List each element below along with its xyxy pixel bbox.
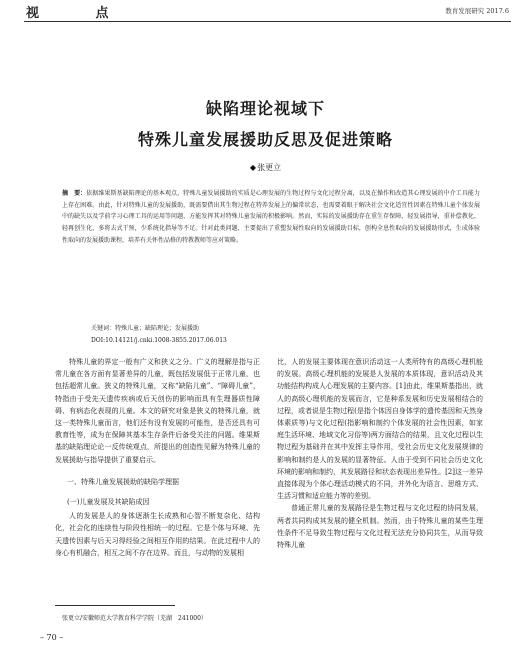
body-paragraph: 普通正常儿童的发展路径是生物过程与文化过程的协同发展，两者共同构成其发展的健全机制。然而，由于特殊儿童的某些生理性条件不足导致生物过程与文化过程无法充分协同共生，从而导致特殊儿童 (277, 504, 483, 550)
body-paragraph: 比，人的发展主要体现在意识活动这一人类所特有的高级心理机能的发展。高级心理机能的发展是人发展的本质体现，意识活动及其功能结构构成人心理发展的主要内容。[1]由此，维果斯基指出，就人的高级心理机能的发展而言，它是种系发展和历史发展相结合的过程，或者说是生物过程(是指个体因自身体学的遗传基因和天然身体素质等)与文化过程(指影响和制约个体发展的社会性因素，如家庭生活环境、地域文化习俗等)两方面结合的结果，且文化过程以生物过程为基础并在其中发挥主导作用，受社会历史文化发展规律的影响和制约是人的发展的显著特征。人由于受到不同社会历史文化环境的影响和制约，其发展路径和状态表现出差异性。[2]这一差异直接体现为个体心理活动模式的不同，并外化为语言、思维方式、生活习惯和适应能力等的差别。 (277, 358, 483, 501)
author-name: 张更立 (257, 163, 282, 172)
doi: DOI:10.14121/j.cnki.1008-3855.2017.06.013 (91, 337, 227, 344)
page-number: – 70 – (40, 633, 64, 642)
article-title-line2: 特殊儿童发展援助反思及促进策略 (137, 130, 393, 149)
abstract (62, 188, 480, 247)
journal-info: 教育发展研究 2017.6 (445, 7, 509, 15)
abstract-label: 摘 要： (62, 190, 87, 197)
header-divider (24, 21, 511, 22)
footnote: 张更立/安徽师范大学教育科学学院（芜湖 241000） (62, 615, 207, 622)
body-column-right (277, 356, 483, 551)
body-paragraph: 特殊儿童的界定一般有广义和狭义之分。广义的理解是指与正常儿童在各方面有显著差异的儿童，既包括发展低于正常儿童，也包括超常儿童。狭义的特殊儿童，又称“缺陷儿童”、“障碍儿童”，特指由于受先天遗传疾病或后天创伤的影响而具有生理器质性障碍、有病态化表现的儿童。本文的研究对象是狭义的特殊儿童，就这一类特殊儿童而言，他们还有没有发展的可能性，是否还具有可教育性等，成为在保障其基本生存条件后备受关注的问题。维果斯基的缺陷理论论一反传统观点，所提出的创造性见解为特殊儿童的发展援助与指导提供了重要启示。 (55, 358, 260, 464)
footnote-divider (55, 605, 175, 606)
keywords-text: 特殊儿童；缺陷理论；发展援助 (115, 325, 200, 332)
keywords (91, 323, 199, 332)
abstract-text: 依据维果斯基缺陷理论的基本观点，特殊儿童发展援助的实质是心理发展的生物过程与文化过程分离，以及在操作和改造其心理发展的中介工具能力上存在困难。由此，针对特殊儿童的发展援助，既需要借出其生物过程在特养发展上的偏常状态，也需要着眼于解决社会文化适宜性因素在特殊儿童个体发展中的缺失以及学前学习心理工具的运用等问题，方能发挥其对特殊儿童发展的积极影响。然而，实际的发展援助存在重生存保障，轻发展指导，重补偿教化，轻再创生化，多将去式干预，少系统化指导等不足。针对此类问题，主要提出了重塑发展性取向的发展援助目标，创构全息性取向的发展援助形式，生成体验性取向的发展援助课程，培养有关怀性品格的特教教师等应对策略。 (62, 190, 480, 244)
diamond-icon: ◆ (249, 163, 257, 172)
section-heading: 一、特殊儿童发展援助的缺陷学理据 (67, 477, 179, 486)
subsection-heading: (一)儿童发展及其缺陷成因 (67, 498, 150, 507)
body-paragraph: 人的发展是人的身体逐渐生长成熟和心智不断复杂化、结构化，社会化的连续性与阶段性相统一的过程。它是个体与环境、先天遗传因素与后天习得经验之间相互作用的结果。在此过程中人的身心有机融合，相互之间不存在边界。而且，与动物的发展相 (55, 512, 260, 557)
author-line (0, 162, 531, 173)
article-title-line1: 缺陷理论视域下 (205, 99, 325, 118)
keywords-label: 关键词： (91, 325, 116, 332)
section-label: 视 点 (26, 6, 135, 21)
body-column-left (55, 356, 260, 559)
